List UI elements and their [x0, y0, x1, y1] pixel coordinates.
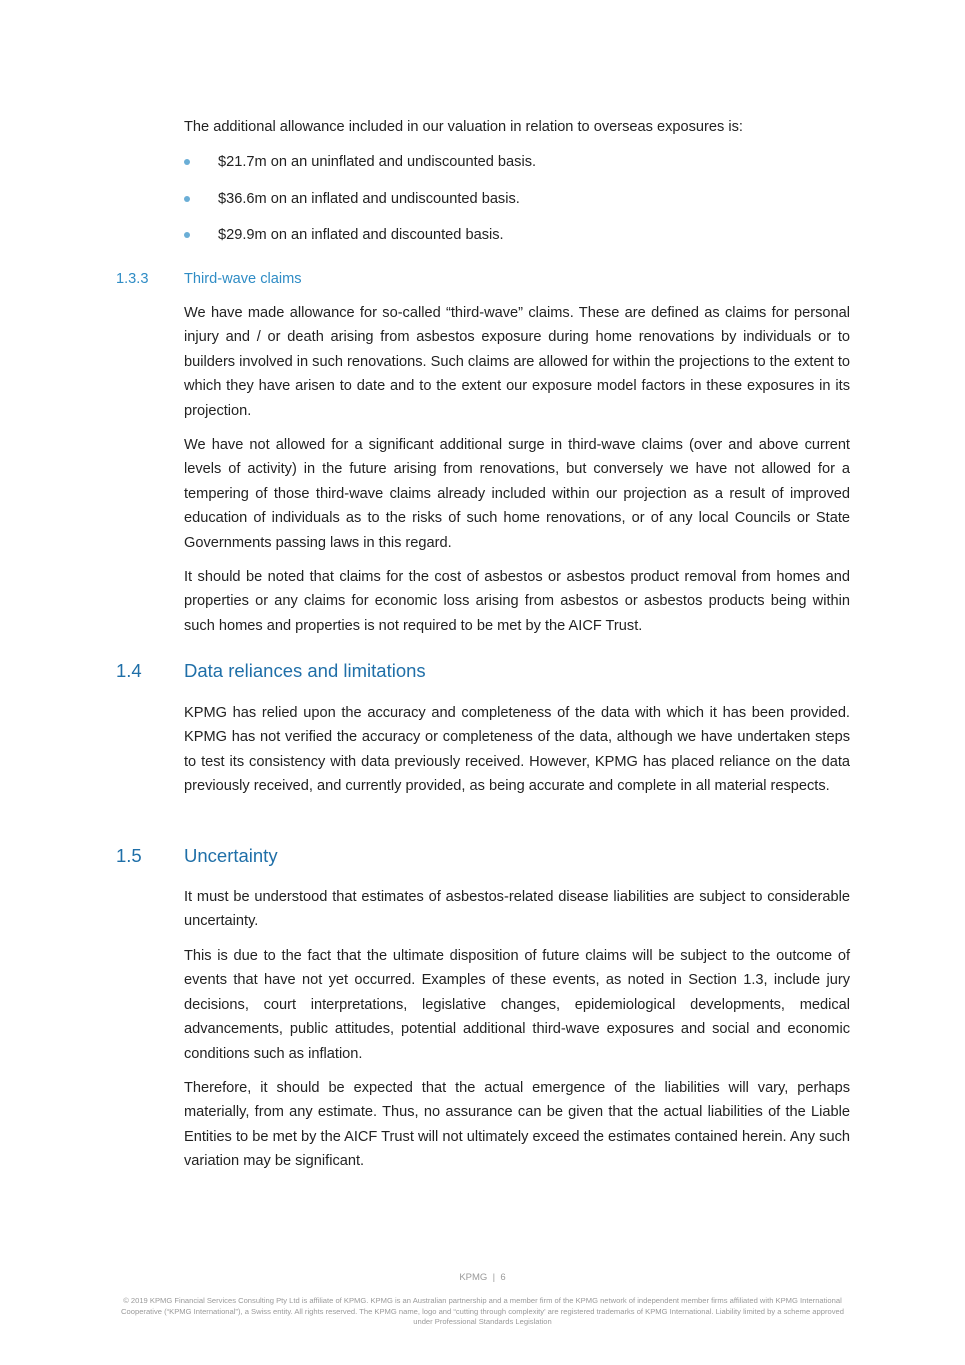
legal-notice: © 2019 KPMG Financial Services Consulting Pty Ltd is affiliate of KPMG. KPMG is an Australian partnership and a member firm of the KPMG network of independent member firms affiliated with KPMG International Cooperative (“KPMG International”), a Swiss entity. All rights reserved. The KPMG name, logo and “cutting through complexity' are registered trademarks of KPMG International. Liability limited by a scheme approved under Professional Standards Legislation: [121, 1296, 844, 1326]
paragraph: KPMG has relied upon the accuracy and completeness of the data with which it has been provided. KPMG has not verified the accuracy or completeness of the data, although we have undertaken steps to test its consistency with data previously received. However, KPMG has placed reliance on the data previously received, and currently provided, as being accurate and complete in all material respects.: [184, 705, 850, 795]
paragraph: It should be noted that claims for the cost of asbestos or asbestos product removal from homes and properties or any claims for economic loss arising from asbestos or asbestos products being within such homes and properties is not required to be met by the AICF Trust.: [184, 569, 850, 634]
bullet-item: $29.9m on an inflated and discounted basis.: [184, 223, 536, 247]
bullet-dot-icon: [184, 159, 190, 165]
paragraph: Therefore, it should be expected that the actual emergence of the liabilities will vary, perhaps materially, from any estimate. Thus, no assurance can be given that the actual liabilities of the Liable Entities to be met by the AICF Trust will not ultimately exceed the estimates contained herein. Any such variation may be significant.: [184, 1080, 850, 1170]
section-title: Uncertainty: [184, 845, 278, 866]
bullet-dot-icon: [184, 232, 190, 238]
overseas-bullet-list: [184, 150, 536, 260]
section-title: Third-wave claims: [184, 271, 302, 287]
section-title: Data reliances and limitations: [184, 660, 426, 681]
paragraph: We have not allowed for a significant additional surge in third-wave claims (over and above current levels of activity) in the future arising from renovations, but conversely we have not allowed for a tempering of those third-wave claims already included within our projection as a result of improved education of individuals as to the risks of such home renovations, or of any local Councils or State Governments passing laws in this regard.: [184, 437, 850, 551]
paragraph: We have made allowance for so-called “third-wave” claims. These are defined as claims for personal injury and / or death arising from asbestos exposure during home renovations by individuals or to builders involved in such renovations. Such claims are allowed for within the projections to the extent to which they have arisen to date and to the extent our exposure model factors in these exposures in its projection.: [184, 305, 850, 419]
section-number: 1.5: [116, 845, 142, 866]
bullet-item: $21.7m on an uninflated and undiscounted basis.: [184, 150, 536, 174]
paragraph: It must be understood that estimates of asbestos-related disease liabilities are subject to considerable uncertainty.: [184, 889, 850, 930]
bullet-dot-icon: [184, 196, 190, 202]
section-number: 1.4: [116, 660, 142, 681]
paragraph: This is due to the fact that the ultimate disposition of future claims will be subject to the outcome of events that have not yet occurred. Examples of these events, as noted in Section 1.3, include jury decisions, court interpretations, legislative changes, epidemiological developments, medical advancements, public attitudes, potential additional third-wave exposures and social and economic conditions such as inflation.: [184, 948, 850, 1062]
bullet-item: $36.6m on an inflated and undiscounted basis.: [184, 187, 536, 211]
section-number: 1.3.3: [116, 271, 149, 287]
intro-text: The additional allowance included in our valuation in relation to overseas exposures is:: [184, 119, 743, 135]
page-number: KPMG | 6: [459, 1272, 506, 1283]
overseas-intro: [184, 115, 850, 139]
